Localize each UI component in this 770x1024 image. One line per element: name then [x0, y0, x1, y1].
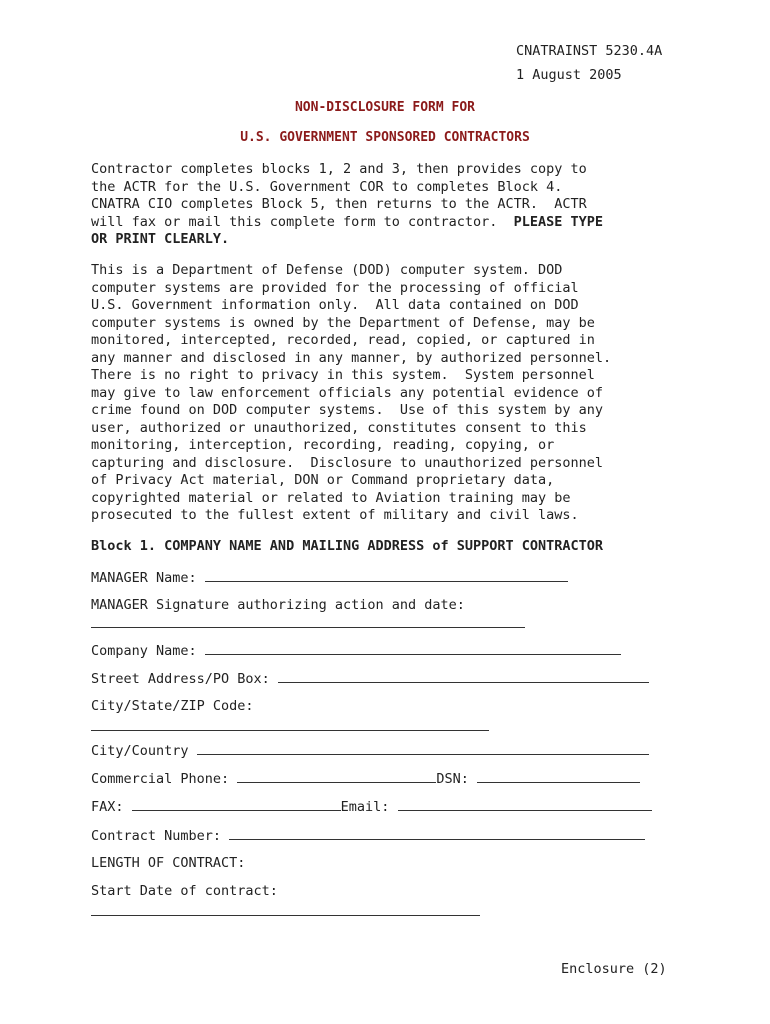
instruction-number: CNATRAINST 5230.4A [516, 43, 663, 59]
street-address-field[interactable] [278, 670, 649, 683]
phone-row [91, 770, 640, 787]
manager-name-field[interactable] [205, 569, 568, 582]
city-country-label: City/Country [91, 743, 197, 759]
city-country-row [91, 742, 649, 759]
notice-line: This is a Department of Defense (DOD) computer system. DOD [91, 262, 563, 278]
instructions-line: the ACTR for the U.S. Government COR to completes Block 4. [91, 178, 563, 195]
manager-signature-field[interactable] [91, 626, 525, 628]
start-date-field[interactable] [91, 914, 480, 916]
enclosure-label: Enclosure (2) [561, 961, 667, 977]
company-name-row [91, 642, 621, 659]
notice-line: monitoring, interception, recording, reading, copying, or [91, 437, 555, 453]
contract-number-row [91, 827, 645, 844]
contract-number-field[interactable] [229, 827, 645, 840]
city-state-zip-label: City/State/ZIP Code: [91, 698, 254, 714]
company-name-field[interactable] [205, 642, 621, 655]
manager-signature-label: MANAGER Signature authorizing action and date: [91, 597, 465, 613]
instructions-paragraph [91, 161, 691, 249]
notice-line: any manner and disclosed in any manner, by authorized personnel. [91, 349, 612, 366]
notice-line: computer systems is owned by the Department of Defense, may be [91, 314, 595, 331]
notice-line: capturing and disclosure. Disclosure to unauthorized personnel [91, 454, 604, 471]
notice-line: computer systems are provided for the processing of official [91, 279, 579, 296]
notice-line: crime found on DOD computer systems. Use of this system by any [91, 402, 604, 418]
start-date-label: Start Date of contract: [91, 883, 278, 899]
city-country-field[interactable] [197, 742, 649, 755]
form-title-line2: U.S. GOVERNMENT SPONSORED CONTRACTORS [240, 130, 530, 145]
notice-line: of Privacy Act material, DON or Command proprietary data, [91, 472, 555, 488]
fax-field[interactable] [132, 798, 341, 811]
instructions-line: Contractor completes blocks 1, 2 and 3, then provides copy to [91, 161, 587, 177]
company-name-label: Company Name: [91, 643, 205, 659]
length-of-contract-label: LENGTH OF CONTRACT: [91, 855, 246, 871]
notice-line: monitored, intercepted, recorded, read, copied, or captured in [91, 332, 595, 348]
print-clearly-emphasis: OR PRINT CLEARLY. [91, 231, 230, 247]
instructions-line: CNATRA CIO completes Block 5, then returns to the ACTR. ACTR [91, 196, 587, 212]
form-title-line1: NON-DISCLOSURE FORM FOR [294, 100, 475, 115]
city-state-zip-field[interactable] [91, 729, 489, 731]
commercial-phone-field[interactable] [237, 770, 436, 783]
manager-name-row [91, 569, 568, 586]
dsn-label: DSN: [436, 771, 477, 787]
print-clearly-emphasis: PLEASE TYPE [513, 213, 604, 230]
notice-line: copyrighted material or related to Aviation training may be [91, 489, 571, 506]
notice-line: may give to law enforcement officials any potential evidence of [91, 384, 604, 401]
manager-name-label: MANAGER Name: [91, 570, 205, 586]
street-address-row [91, 670, 649, 687]
block1-heading: Block 1. COMPANY NAME AND MAILING ADDRESS of SUPPORT CONTRACTOR [91, 538, 604, 554]
email-field[interactable] [398, 798, 652, 811]
contract-number-label: Contract Number: [91, 828, 230, 844]
commercial-phone-label: Commercial Phone: [91, 771, 238, 787]
dod-notice-paragraph [91, 262, 691, 525]
email-label: Email: [340, 799, 398, 815]
street-address-label: Street Address/PO Box: [91, 671, 278, 687]
fax-email-row [91, 798, 652, 815]
instructions-line: will fax or mail this complete form to contractor. [91, 213, 514, 230]
notice-line: U.S. Government information only. All data contained on DOD [91, 297, 579, 313]
document-date: 1 August 2005 [516, 67, 622, 83]
fax-label: FAX: [91, 799, 132, 815]
notice-line: user, authorized or unauthorized, constitutes consent to this [91, 419, 587, 436]
notice-line: prosecuted to the fullest extent of military and civil laws. [91, 507, 579, 523]
notice-line: There is no right to privacy in this system. System personnel [91, 367, 595, 383]
dsn-field[interactable] [477, 770, 640, 783]
